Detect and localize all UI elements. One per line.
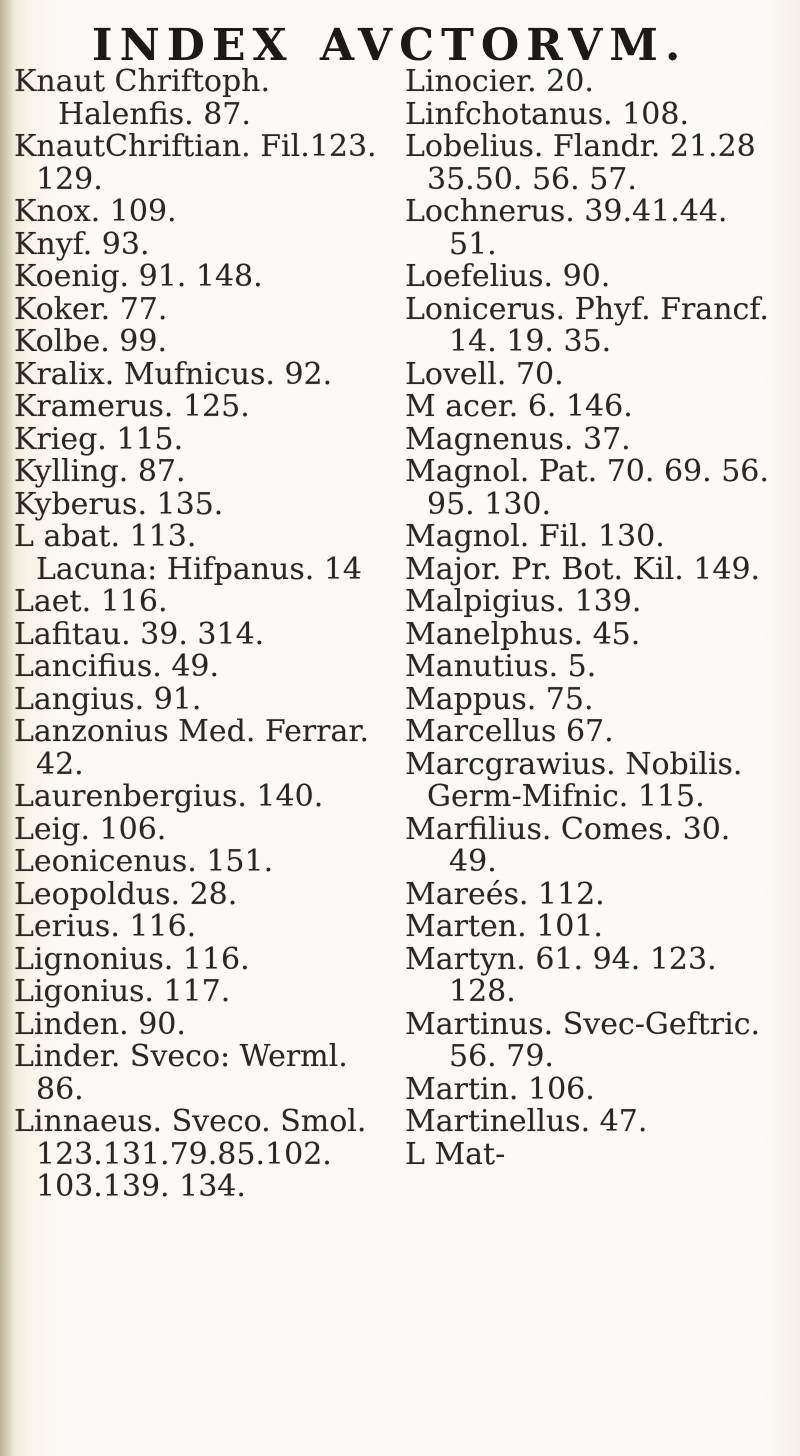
index-entry: Martinellus. 47.: [405, 1106, 648, 1139]
index-entry: Knyf. 93.: [14, 228, 150, 261]
index-entry: Germ-Mifnic. 115.: [427, 781, 705, 814]
index-entry: Lanzonius Med. Ferrar.: [14, 716, 369, 749]
index-entry: Major. Pr. Bot. Kil. 149.: [405, 553, 761, 586]
index-entry: Mareés. 112.: [405, 878, 605, 911]
index-entry: Linder. Sveco: Werml.: [14, 1041, 348, 1074]
index-entry: Knox. 109.: [14, 196, 177, 229]
index-entry: Marcellus 67.: [405, 716, 614, 749]
left-column: [14, 66, 384, 1204]
index-entry: 123.131.79.85.102.: [36, 1138, 332, 1171]
index-entry: M acer. 6. 146.: [405, 391, 633, 424]
index-entry: Manelphus. 45.: [405, 618, 641, 651]
page-gutter-shadow: [0, 0, 14, 1456]
index-entry: Langius. 91.: [14, 683, 202, 716]
index-entry: 95. 130.: [427, 488, 552, 521]
index-entry: L abat. 113.: [14, 521, 197, 554]
index-entry: Linfchotanus. 108.: [405, 98, 689, 131]
index-entry: Lonicerus. Phyf. Francf.: [405, 293, 769, 326]
index-entry: Mappus. 75.: [405, 683, 594, 716]
index-entry: Linocier. 20.: [405, 66, 594, 99]
catchword-line: L Mat-: [405, 1138, 506, 1171]
index-entry: 49.: [449, 846, 497, 879]
index-entry: Lerius. 116.: [14, 911, 197, 944]
index-entry: Leonicenus. 151.: [14, 846, 274, 879]
index-entry: Leopoldus. 28.: [14, 878, 238, 911]
index-entry: Lobelius. Flandr. 21.28: [405, 131, 756, 164]
index-entry: 103.139. 134.: [36, 1171, 246, 1204]
index-entry: KnautChriftian. Fil.123.: [14, 131, 377, 164]
index-entry: Lignonius. 116.: [14, 943, 250, 976]
index-entry: Martin. 106.: [405, 1073, 595, 1106]
index-entry: Laurenbergius. 140.: [14, 781, 324, 814]
index-entry: 51.: [449, 228, 497, 261]
index-entry: 128.: [449, 976, 516, 1009]
index-entry: Ligonius. 117.: [14, 976, 231, 1009]
index-entry: 56. 79.: [449, 1041, 554, 1074]
index-entry: Lafitau. 39. 314.: [14, 618, 265, 651]
index-entry: Kolbe. 99.: [14, 326, 168, 359]
index-entry: Marten. 101.: [405, 911, 603, 944]
index-entry: Loefelius. 90.: [405, 261, 611, 294]
index-entry: Koenig. 91. 148.: [14, 261, 263, 294]
index-entry: Linden. 90.: [14, 1008, 186, 1041]
index-entry: Manutius. 5.: [405, 651, 597, 684]
index-entry: Laet. 116.: [14, 586, 168, 619]
index-entry: 86.: [36, 1073, 84, 1106]
index-entry: Magnol. Pat. 70. 69. 56.: [405, 456, 769, 489]
index-entry: Linnaeus. Sveco. Smol.: [14, 1106, 367, 1139]
index-entry: 42.: [36, 748, 84, 781]
header-left: INDEX: [92, 20, 294, 71]
header-right: AVCTORVM.: [320, 20, 688, 71]
index-entry: Lancifius. 49.: [14, 651, 220, 684]
index-entry: Kramerus. 125.: [14, 391, 250, 424]
index-entry: 14. 19. 35.: [449, 326, 612, 359]
index-entry: Lacuna: Hifpanus. 14: [36, 553, 363, 586]
index-entry: Marcgrawius. Nobilis.: [405, 748, 743, 781]
index-entry: Marfilius. Comes. 30.: [405, 813, 731, 846]
index-entry: Kylling. 87.: [14, 456, 186, 489]
index-entry: Lovell. 70.: [405, 358, 564, 391]
index-entry: Knaut Chriftoph.: [14, 66, 271, 99]
index-entry: Martinus. Svec-Geftric.: [405, 1008, 761, 1041]
index-entry: Halenfis. 87.: [58, 98, 251, 131]
index-entry: Martyn. 61. 94. 123.: [405, 943, 717, 976]
index-entry: Krieg. 115.: [14, 423, 184, 456]
index-entry: Leig. 106.: [14, 813, 167, 846]
index-entry: Malpigius. 139.: [405, 586, 642, 619]
index-entry: Koker. 77.: [14, 293, 168, 326]
index-entry: Kralix. Mufnicus. 92.: [14, 358, 333, 391]
index-entry: Magnenus. 37.: [405, 423, 631, 456]
index-entry: 35.50. 56. 57.: [427, 163, 637, 196]
index-entry: Kyberus. 135.: [14, 488, 224, 521]
index-entry: Lochnerus. 39.41.44.: [405, 196, 728, 229]
index-entry: Magnol. Fil. 130.: [405, 521, 665, 554]
right-column: [405, 66, 775, 1171]
index-entry: 129.: [36, 163, 103, 196]
